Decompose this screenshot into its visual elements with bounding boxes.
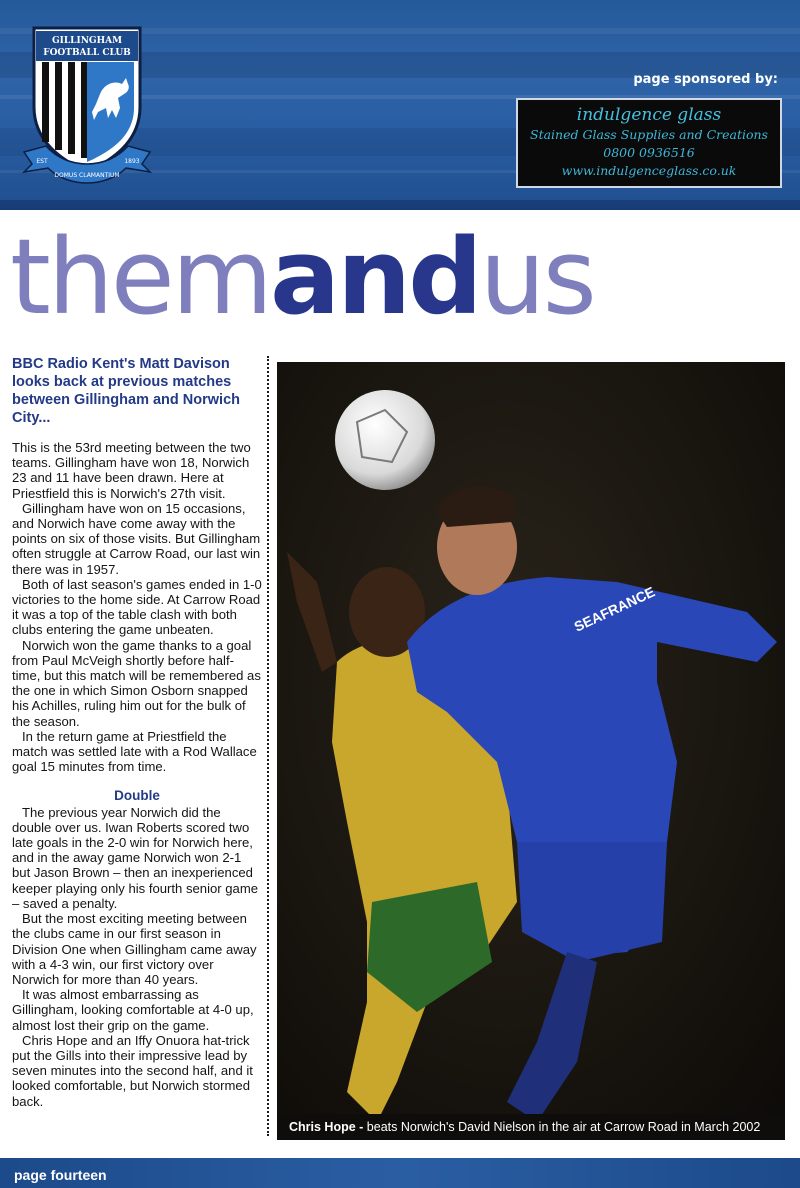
shirt-sponsor-text: SEAFRANCE bbox=[571, 583, 658, 635]
article-paragraph: This is the 53rd meeting between the two teams. Gillingham have won 18, Norwich 23 and 11 have been drawn. Here at Priestfield this is Norwich's 27th visit. bbox=[12, 440, 251, 501]
article-paragraph: Chris Hope and an Iffy Onuora hat-trick put the Gills into their impressive lead by seven minutes into the second half, and it looked comfortable, but Norwich stormed back. bbox=[12, 1032, 253, 1109]
header-band bbox=[0, 0, 800, 210]
title-part-and: and bbox=[269, 216, 480, 338]
header-stripe bbox=[0, 200, 800, 210]
column-divider bbox=[267, 356, 269, 1136]
club-crest-icon bbox=[22, 22, 152, 187]
article-paragraph: Both of last season's games ended in 1-0 victories to the home side. At Carrow Road it was a top of the table clash with both clubs entering the game unbeaten. bbox=[12, 576, 262, 638]
sponsor-name: indulgence glass bbox=[576, 105, 722, 125]
footer-band bbox=[0, 1158, 800, 1188]
match-photo bbox=[277, 362, 785, 1140]
article-intro: BBC Radio Kent's Matt Davison looks back at previous matches between Gillingham and Norwich City... bbox=[12, 356, 240, 426]
title-part-us: us bbox=[479, 216, 594, 338]
title-part-them: them bbox=[10, 216, 270, 338]
page-title bbox=[10, 216, 594, 338]
article-body bbox=[12, 440, 262, 1109]
sponsor-phone: 0800 0936516 bbox=[603, 145, 695, 160]
crest-ribbon-motto: DOMUS CLAMANTIUM bbox=[54, 172, 120, 179]
article-paragraph: But the most exciting meeting between the clubs came in our first season in Division One when Gillingham came away with a 4-3 win, our first victory over Norwich for more than 40 years. bbox=[12, 911, 257, 987]
article-paragraph: Norwich won the game thanks to a goal from Paul McVeigh shortly before half-time, but this match will be remembered as the one in which Simon Osborn snapped his Achilles, ruling him out for the bulk of the season. bbox=[12, 637, 261, 729]
article-paragraph: The previous year Norwich did the double over us. Iwan Roberts scored two late goals in the 2-0 win for Norwich here, and in the away game Norwich won 2-1 but Jason Brown – then an inexperienced keeper playing only his fourth senior game – saved a penalty. bbox=[12, 804, 259, 911]
caption-name: Chris Hope - bbox=[289, 1120, 364, 1134]
caption-text: beats Norwich's David Nielson in the air at Carrow Road in March 2002 bbox=[363, 1120, 761, 1134]
crest-ribbon-year: 1893 bbox=[124, 158, 140, 165]
photo-caption bbox=[277, 1114, 785, 1140]
crest-ribbon-est: EST bbox=[36, 158, 48, 165]
crest-text-line2: FOOTBALL CLUB bbox=[43, 48, 131, 58]
article-paragraph: It was almost embarrassing as Gillingham, looking comfortable at 4-0 up, almost lost their grip on the game. bbox=[12, 987, 254, 1033]
sponsor-website-link[interactable]: www.indulgenceglass.co.uk bbox=[561, 163, 737, 178]
article-subheading: Double bbox=[114, 788, 160, 804]
article-paragraph: Gillingham have won on 15 occasions, and Norwich have come away with the points on six of those visits. But Gillingham often struggle at Carrow Road, our last win there was in 1957. bbox=[12, 500, 261, 577]
page-number-label: page fourteen bbox=[14, 1167, 107, 1183]
article-column bbox=[12, 355, 262, 1109]
crest-text-line1: GILLINGHAM bbox=[51, 36, 123, 46]
sponsor-label: page sponsored by: bbox=[633, 72, 778, 87]
sponsor-ad[interactable] bbox=[516, 98, 782, 188]
article-paragraph: In the return game at Priestfield the match was settled late with a Rod Wallace goal 15 minutes from time. bbox=[12, 728, 257, 775]
sponsor-tagline: Stained Glass Supplies and Creations bbox=[530, 127, 768, 142]
